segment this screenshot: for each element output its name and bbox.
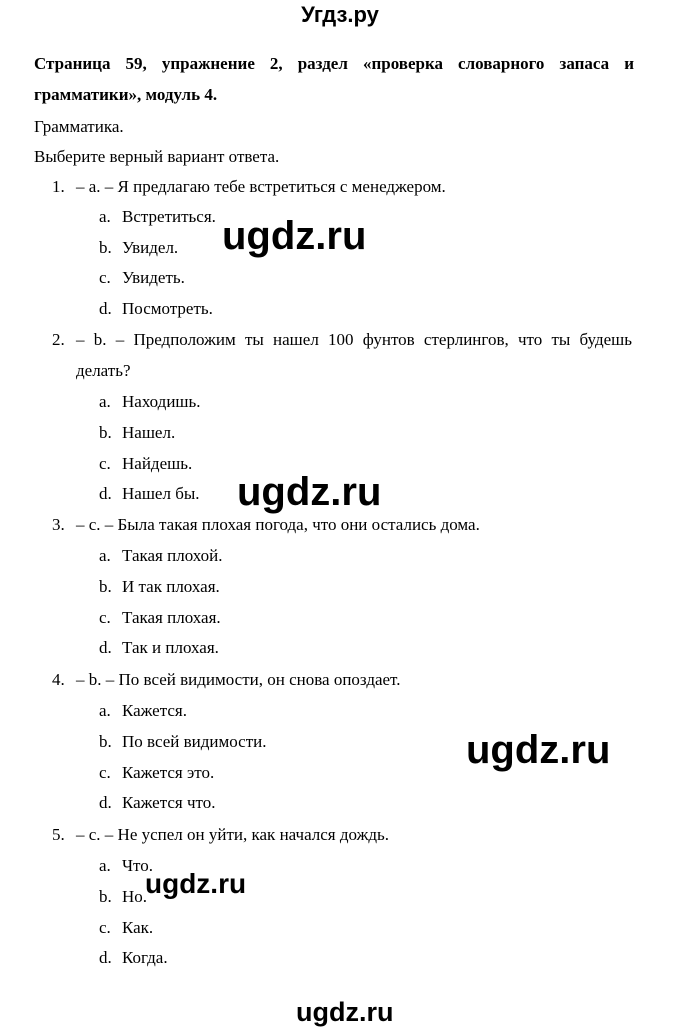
option-text: Такая плохая. xyxy=(122,608,221,627)
question-text-continued: делать? xyxy=(76,361,131,380)
option-text: Нашел бы. xyxy=(122,484,200,503)
question-number: 1. xyxy=(52,177,65,196)
watermark: ugdz.ru xyxy=(237,470,382,514)
option-text: Увидеть. xyxy=(122,268,185,287)
question-number: 5. xyxy=(52,825,65,844)
option-letter: b. xyxy=(99,732,112,751)
option-letter: b. xyxy=(99,423,112,442)
watermark: ugdz.ru xyxy=(296,997,394,1027)
option-letter: a. xyxy=(99,207,111,226)
option-text: Встретиться. xyxy=(122,207,216,226)
option-letter: a. xyxy=(99,546,111,565)
option-text: Так и плохая. xyxy=(122,638,219,657)
option-text: Посмотреть. xyxy=(122,299,213,318)
heading-line-2: грамматики», модуль 4. xyxy=(34,85,218,104)
option-letter: b. xyxy=(99,887,112,906)
option-text: Когда. xyxy=(122,948,168,967)
option-text: Как. xyxy=(122,918,154,937)
option-letter: d. xyxy=(99,948,112,967)
option-letter: d. xyxy=(99,299,112,318)
watermark: ugdz.ru xyxy=(145,868,247,899)
option-text: Но. xyxy=(122,887,148,906)
option-letter: a. xyxy=(99,392,111,411)
option-text: Кажется это. xyxy=(122,763,215,782)
option-text: Что. xyxy=(122,856,154,875)
page-heading xyxy=(34,48,634,110)
option-text: И так плохая. xyxy=(122,577,220,596)
option-text: Такая плохой. xyxy=(122,546,223,565)
option-letter: d. xyxy=(99,484,112,503)
question-text: – a. – Я предлагаю тебе встретиться с менеджером. xyxy=(76,177,446,196)
option-letter: b. xyxy=(99,238,112,257)
option-text: Нашел. xyxy=(122,423,176,442)
instruction-text: Выберите верный вариант ответа. xyxy=(34,147,280,166)
question-number: 3. xyxy=(52,515,65,534)
option-letter: c. xyxy=(99,918,111,937)
option-text: Увидел. xyxy=(122,238,179,257)
site-title: Угдз.ру xyxy=(301,2,379,27)
option-letter: d. xyxy=(99,638,112,657)
option-letter: c. xyxy=(99,608,111,627)
option-text: Кажется. xyxy=(122,701,187,720)
question-number: 2. xyxy=(52,330,65,349)
option-letter: d. xyxy=(99,793,112,812)
option-letter: b. xyxy=(99,577,112,596)
option-letter: c. xyxy=(99,454,111,473)
question-text: – c. – Была такая плохая погода, что они остались дома. xyxy=(76,515,480,534)
option-letter: a. xyxy=(99,701,111,720)
option-letter: c. xyxy=(99,268,111,287)
option-text: Найдешь. xyxy=(122,454,193,473)
question-text: – c. – Не успел он уйти, как начался дождь. xyxy=(76,825,389,844)
option-letter: c. xyxy=(99,763,111,782)
option-text: Кажется что. xyxy=(122,793,216,812)
question-text: – b. – По всей видимости, он снова опоздает. xyxy=(76,670,401,689)
question-text: – b. – Предположим ты нашел 100 фунтов стерлингов, что ты будешь xyxy=(76,330,632,349)
question-number: 4. xyxy=(52,670,65,689)
option-text: Находишь. xyxy=(122,392,201,411)
heading-line-1: Страница 59, упражнение 2, раздел «проверка словарного запаса и xyxy=(34,54,634,73)
section-title: Грамматика. xyxy=(34,117,124,136)
watermark: ugdz.ru xyxy=(466,728,611,772)
watermark: ugdz.ru xyxy=(222,214,367,258)
option-text: По всей видимости. xyxy=(122,732,267,751)
option-letter: a. xyxy=(99,856,111,875)
